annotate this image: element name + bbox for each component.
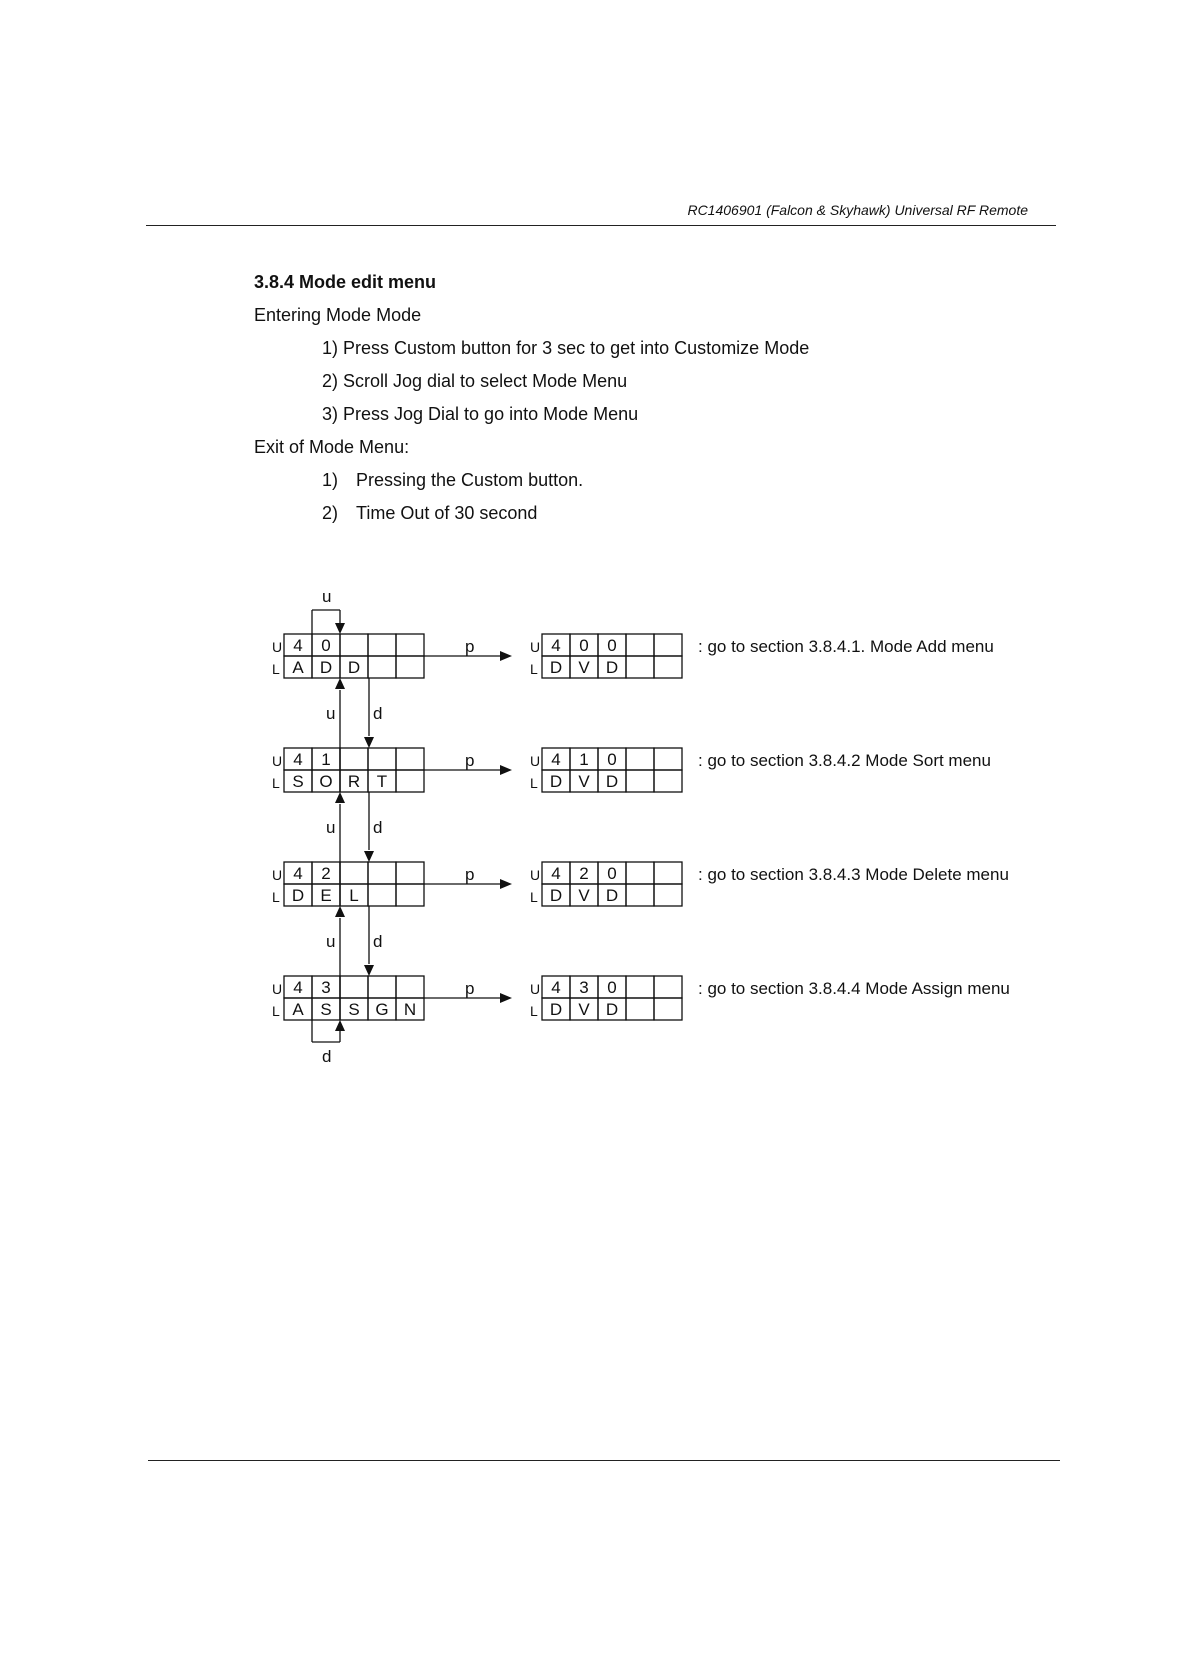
lcd-cell <box>340 748 368 770</box>
up-label: u <box>326 818 336 837</box>
lcd-cell <box>654 862 682 884</box>
lcd-char: O <box>319 772 333 791</box>
lcd-char: G <box>375 1000 389 1019</box>
press-arrow-head <box>500 993 512 1003</box>
press-arrow-head <box>500 879 512 889</box>
lcd-cell <box>368 976 396 998</box>
lcd-cell <box>396 862 424 884</box>
down-nav-arrow <box>364 737 374 748</box>
menu-lcd-upper-label: U <box>272 981 283 997</box>
submenu-lcd-lower-label: L <box>530 661 538 677</box>
submenu-lcd-upper-label: U <box>530 981 541 997</box>
lcd-cell <box>368 656 396 678</box>
press-label: p <box>465 865 475 884</box>
exit-step-number: 1) <box>322 470 339 490</box>
press-label: p <box>465 637 475 656</box>
entering-step: 2) Scroll Jog dial to select Mode Menu <box>322 371 628 391</box>
menu-lcd-lower-label: L <box>272 775 280 791</box>
lcd-cell <box>654 748 682 770</box>
lcd-char: D <box>549 1000 563 1019</box>
up-nav-arrow <box>335 906 345 917</box>
lcd-cell <box>340 634 368 656</box>
lcd-char: 2 <box>579 864 589 883</box>
lcd-char: D <box>605 1000 619 1019</box>
lcd-cell <box>626 656 654 678</box>
up-label: u <box>326 932 336 951</box>
menu-lcd-upper-label: U <box>272 639 283 655</box>
lcd-char: 4 <box>551 750 561 769</box>
lcd-char: D <box>291 886 305 905</box>
lcd-char: D <box>549 886 563 905</box>
lcd-char: D <box>605 886 619 905</box>
lcd-char: 4 <box>293 636 303 655</box>
lcd-char: S <box>320 1000 332 1019</box>
lcd-cell <box>396 770 424 792</box>
footer-rule <box>148 1460 1060 1461</box>
lcd-char: 3 <box>579 978 589 997</box>
lcd-char: 4 <box>293 864 303 883</box>
lcd-char: D <box>605 772 619 791</box>
entering-label: Entering Mode Mode <box>254 305 422 325</box>
running-header: RC1406901 (Falcon & Skyhawk) Universal RF Remote <box>687 202 1028 218</box>
up-nav-arrow <box>335 792 345 803</box>
lcd-char: A <box>292 1000 304 1019</box>
exit-step-text: Pressing the Custom button. <box>356 470 584 490</box>
press-label: p <box>465 979 475 998</box>
lcd-cell <box>654 998 682 1020</box>
press-arrow-head <box>500 765 512 775</box>
lcd-char: 4 <box>293 750 303 769</box>
menu-lcd-upper-label: U <box>272 753 283 769</box>
lcd-char: S <box>348 1000 360 1019</box>
lcd-cell <box>654 656 682 678</box>
section-reference: : go to section 3.8.4.3 Mode Delete menu <box>698 865 1009 884</box>
lcd-char: 0 <box>607 978 617 997</box>
press-arrow-head <box>500 651 512 661</box>
submenu-lcd-upper-label: U <box>530 867 541 883</box>
entering-step: 1) Press Custom button for 3 sec to get into Customize Mode <box>322 338 810 358</box>
lcd-char: E <box>320 886 332 905</box>
exit-label: Exit of Mode Menu: <box>254 437 410 457</box>
lcd-char: D <box>549 658 563 677</box>
lcd-char: V <box>578 658 590 677</box>
lcd-cell <box>626 634 654 656</box>
lcd-cell <box>396 976 424 998</box>
lcd-char: D <box>549 772 563 791</box>
wrap-up-label: u <box>322 587 332 606</box>
lcd-cell <box>626 976 654 998</box>
up-label: u <box>326 704 336 723</box>
lcd-char: D <box>605 658 619 677</box>
lcd-char: D <box>347 658 361 677</box>
lcd-char: 0 <box>607 636 617 655</box>
submenu-lcd-upper-label: U <box>530 753 541 769</box>
lcd-cell <box>626 770 654 792</box>
lcd-cell <box>396 884 424 906</box>
lcd-char: A <box>292 658 304 677</box>
lcd-char: 0 <box>607 750 617 769</box>
lcd-cell <box>368 862 396 884</box>
submenu-lcd-lower-label: L <box>530 775 538 791</box>
section-reference: : go to section 3.8.4.2 Mode Sort menu <box>698 751 991 770</box>
lcd-char: 0 <box>607 864 617 883</box>
lcd-char: 4 <box>551 978 561 997</box>
wrap-loop-arrow <box>335 623 345 634</box>
lcd-cell <box>654 634 682 656</box>
lcd-char: 1 <box>579 750 589 769</box>
section-reference: : go to section 3.8.4.1. Mode Add menu <box>698 637 994 656</box>
submenu-lcd-upper-label: U <box>530 639 541 655</box>
lcd-char: S <box>292 772 304 791</box>
lcd-cell <box>626 748 654 770</box>
lcd-cell <box>626 862 654 884</box>
exit-step-number: 2) <box>322 503 339 523</box>
lcd-cell <box>396 656 424 678</box>
lcd-char: V <box>578 772 590 791</box>
lcd-char: N <box>403 1000 417 1019</box>
menu-lcd-upper-label: U <box>272 867 283 883</box>
wrap-loop-arrow <box>335 1020 345 1031</box>
lcd-cell <box>368 634 396 656</box>
lcd-cell <box>654 884 682 906</box>
lcd-cell <box>340 862 368 884</box>
lcd-cell <box>654 770 682 792</box>
lcd-cell <box>368 884 396 906</box>
entering-step: 3) Press Jog Dial to go into Mode Menu <box>322 404 639 424</box>
lcd-char: L <box>349 886 359 905</box>
lcd-cell <box>396 748 424 770</box>
lcd-cell <box>654 976 682 998</box>
section-title: 3.8.4 Mode edit menu <box>254 272 437 292</box>
lcd-cell <box>626 998 654 1020</box>
submenu-lcd-lower-label: L <box>530 889 538 905</box>
down-label: d <box>373 704 383 723</box>
press-label: p <box>465 751 475 770</box>
lcd-char: R <box>347 772 361 791</box>
down-nav-arrow <box>364 851 374 862</box>
down-label: d <box>373 932 383 951</box>
up-nav-arrow <box>335 678 345 689</box>
lcd-char: 2 <box>321 864 331 883</box>
lcd-char: 1 <box>321 750 331 769</box>
lcd-char: 4 <box>551 864 561 883</box>
wrap-down-label: d <box>322 1047 332 1066</box>
exit-step-text: Time Out of 30 second <box>356 503 538 523</box>
section-reference: : go to section 3.8.4.4 Mode Assign menu <box>698 979 1010 998</box>
lcd-char: T <box>376 772 388 791</box>
lcd-cell <box>626 884 654 906</box>
lcd-char: 4 <box>293 978 303 997</box>
lcd-char: V <box>578 1000 590 1019</box>
down-nav-arrow <box>364 965 374 976</box>
lcd-char: 4 <box>551 636 561 655</box>
lcd-char: D <box>319 658 333 677</box>
lcd-cell <box>340 976 368 998</box>
menu-lcd-lower-label: L <box>272 1003 280 1019</box>
down-label: d <box>373 818 383 837</box>
lcd-char: V <box>578 886 590 905</box>
lcd-char: 0 <box>579 636 589 655</box>
lcd-char: 3 <box>321 978 331 997</box>
lcd-cell <box>396 634 424 656</box>
lcd-char: 0 <box>321 636 331 655</box>
submenu-lcd-lower-label: L <box>530 1003 538 1019</box>
menu-lcd-lower-label: L <box>272 661 280 677</box>
menu-lcd-lower-label: L <box>272 889 280 905</box>
lcd-cell <box>368 748 396 770</box>
